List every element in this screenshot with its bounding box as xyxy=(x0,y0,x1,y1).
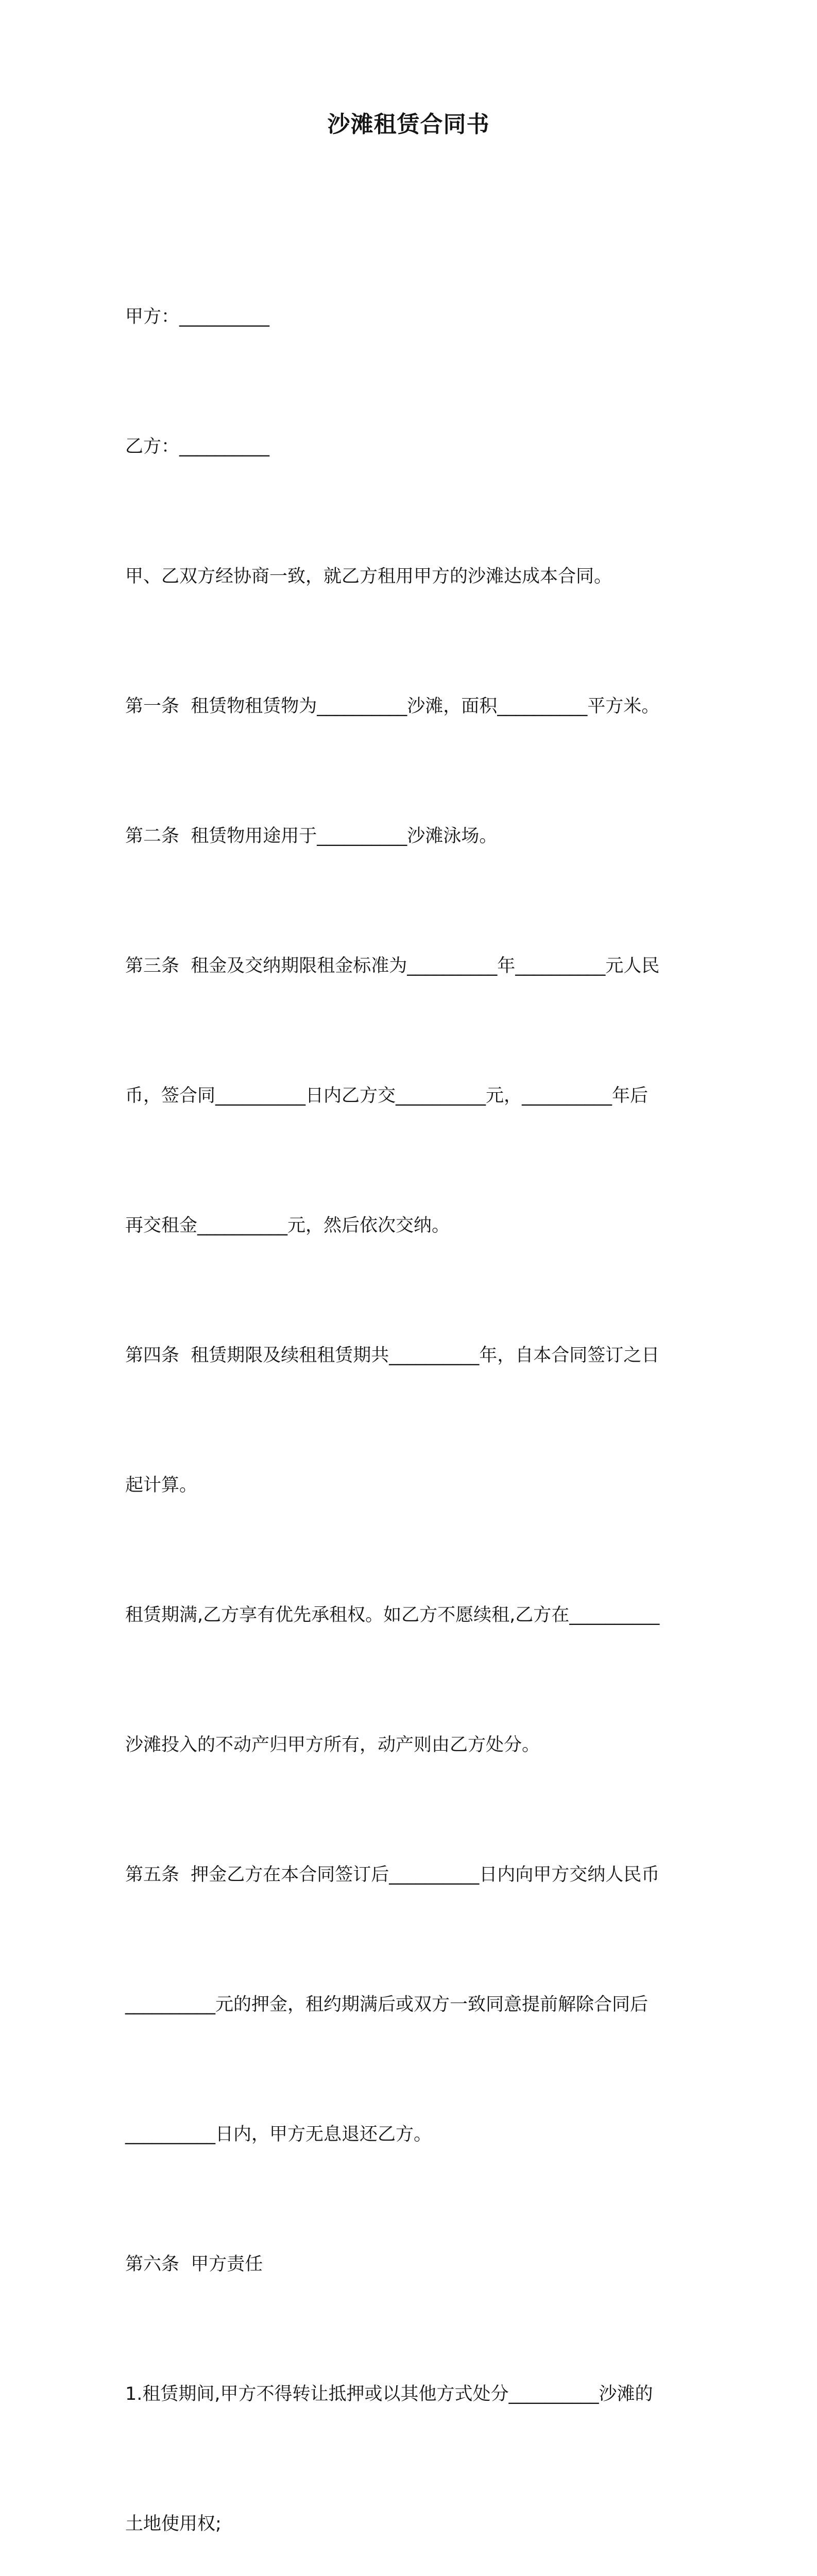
article-3-line-3: 再交租金__________元，然后依次交纳。 xyxy=(125,1215,450,1236)
article-3-line-1: 第三条 租金及交纳期限租金标准为__________年__________元人民 xyxy=(125,956,660,976)
preamble-line: 甲、乙双方经协商一致，就乙方租用甲方的沙滩达成本合同。 xyxy=(125,566,612,587)
document-title: 沙滩租赁合同书 xyxy=(327,111,490,138)
article-3-line-2: 币，签合同__________日内乙方交__________元，__________年后 xyxy=(125,1086,649,1106)
article-4-line-1: 第四条 租赁期限及续租租赁期共__________年，自本合同签订之日 xyxy=(125,1345,660,1366)
document-body xyxy=(125,209,700,2576)
article-1-line: 第一条 租赁物租赁物为__________沙滩，面积__________平方米。 xyxy=(125,696,660,717)
article-5-line-1: 第五条 押金乙方在本合同签订后__________日内向甲方交纳人民币 xyxy=(125,1865,660,1885)
article-2-line: 第二条 租赁物用途用于__________沙滩泳场。 xyxy=(125,826,498,846)
article-6-item-1-line-2: 土地使用权; xyxy=(125,2514,222,2534)
party-b-line: 乙方：__________ xyxy=(125,436,270,457)
article-4-line-3: 租赁期满,乙方享有优先承租权。如乙方不愿续租,乙方在__________ xyxy=(125,1605,660,1625)
article-5-line-2: __________元的押金，租约期满后或双方一致同意提前解除合同后 xyxy=(125,1994,649,2015)
article-6-item-1-line-1: 1.租赁期间,甲方不得转让抵押或以其他方式处分__________沙滩的 xyxy=(125,2384,653,2404)
party-a-line: 甲方：__________ xyxy=(125,307,270,327)
article-6-heading: 第六条 甲方责任 xyxy=(125,2254,263,2275)
article-5-line-3: __________日内，甲方无息退还乙方。 xyxy=(125,2124,432,2145)
article-4-line-4: 沙滩投入的不动产归甲方所有，动产则由乙方处分。 xyxy=(125,1735,540,1755)
article-4-line-2: 起计算。 xyxy=(125,1475,198,1496)
